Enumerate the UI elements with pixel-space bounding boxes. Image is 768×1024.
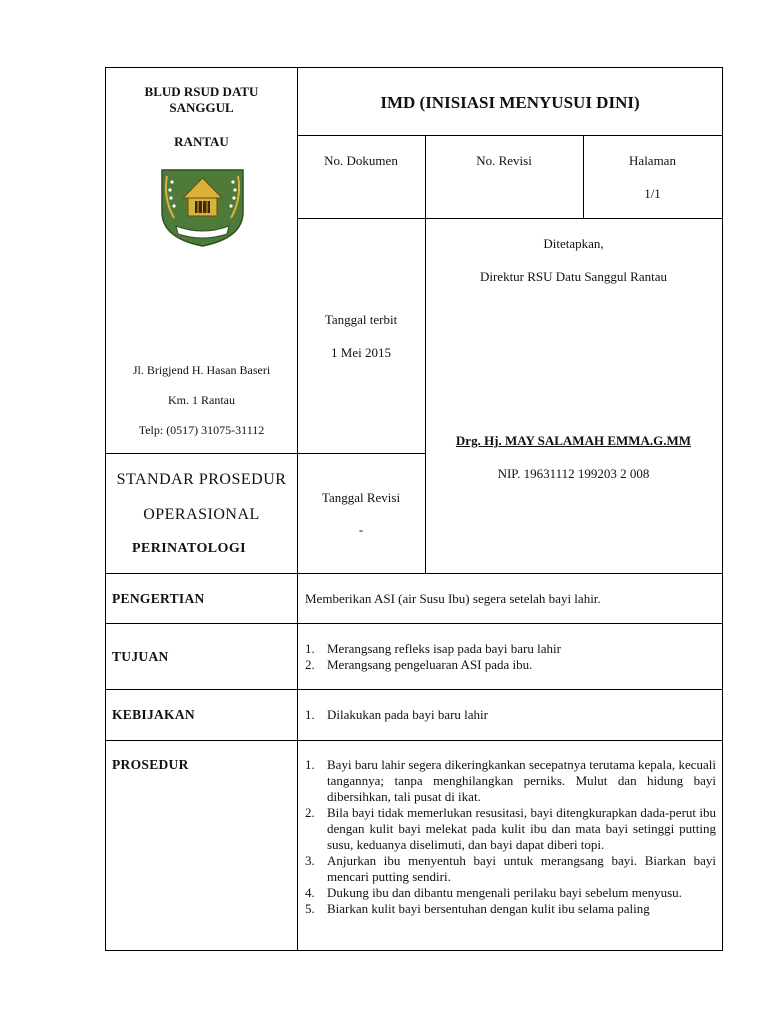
list-item-text: Merangsang refleks isap pada bayi baru lahir (327, 641, 561, 656)
tanggal-revisi-value: - (358, 522, 364, 537)
no-revisi-label: No. Revisi (476, 153, 532, 168)
spo-unit: PERINATOLOGI (132, 541, 246, 556)
org-name-line1: BLUD RSUD DATU (144, 84, 259, 99)
tujuan-label: TUJUAN (112, 649, 169, 664)
list-item (305, 641, 715, 657)
halaman-value: 1/1 (644, 186, 661, 201)
document-title: IMD (INISIASI MENYUSUI DINI) (380, 93, 640, 112)
list-item (305, 757, 716, 805)
list-item-number: 1. (305, 641, 315, 656)
signatory-name: Drg. Hj. MAY SALAMAH EMMA.G.MM (455, 433, 692, 448)
list-item-text: Merangsang pengeluaran ASI pada ibu. (327, 657, 533, 672)
hospital-logo (160, 168, 245, 248)
ditetapkan-text: Ditetapkan, (543, 236, 604, 251)
pengertian-text: Memberikan ASI (air Susu Ibu) segera setelah bayi lahir. (305, 591, 601, 606)
list-item-text: Anjurkan ibu menyentuh bayi untuk merangsang bayi. Biarkan bayi mencari putting sendiri. (327, 853, 716, 884)
list-item-number: 1. (305, 707, 315, 722)
list-item-number: 2. (305, 657, 315, 672)
list-item-number: 4. (305, 885, 315, 900)
prosedur-list (305, 757, 716, 949)
list-item-number: 1. (305, 757, 315, 772)
kebijakan-list (305, 707, 715, 723)
signatory-nip: NIP. 19631112 199203 2 008 (497, 466, 650, 481)
list-item-text: Dilakukan pada bayi baru lahir (327, 707, 488, 722)
tujuan-list (305, 641, 715, 673)
list-item-text: Bila bayi tidak memerlukan resusitasi, bayi ditengkurapkan dada-perut ibu dengan kulit bayi melekat pada kulit ibu dan mata bayi setinggi putting susu, keduanya diselimuti, dan bayi dapat diberi topi. (327, 805, 716, 852)
address-phone: Telp: (0517) 31075-31112 (138, 423, 265, 437)
direktur-text: Direktur RSU Datu Sanggul Rantau (479, 269, 668, 284)
tanggal-revisi-label: Tanggal Revisi (321, 490, 401, 505)
list-item (305, 853, 716, 885)
pengertian-label: PENGERTIAN (112, 591, 205, 606)
kebijakan-label: KEBIJAKAN (112, 707, 195, 722)
list-item (305, 901, 716, 917)
list-item-text: Biarkan kulit bayi bersentuhan dengan kulit ibu selama paling (327, 901, 650, 916)
list-item-number: 3. (305, 853, 315, 868)
address-line2: Km. 1 Rantau (168, 393, 235, 407)
tanggal-terbit-value: 1 Mei 2015 (331, 345, 391, 360)
halaman-label: Halaman (629, 153, 676, 168)
list-item (305, 707, 715, 723)
spo-title-line2: OPERASIONAL (143, 506, 260, 523)
list-item-number: 5. (305, 901, 315, 916)
list-item-number: 2. (305, 805, 315, 820)
list-item (305, 885, 716, 901)
list-item (305, 805, 716, 853)
list-item-text: Dukung ibu dan dibantu mengenali perilaku bayi sebelum menyusu. (327, 885, 682, 900)
spo-title-line1: STANDAR PROSEDUR (116, 471, 287, 488)
list-item-text: Bayi baru lahir segera dikeringkankan secepatnya terutama kepala, kecuali tangannya; tanpa menghilangkan perniks. Mulut dan hidung bayi dibersihkan, tali pusat di ikat. (327, 757, 716, 804)
address-line1: Jl. Brigjend H. Hasan Baseri (132, 363, 271, 377)
tanggal-terbit-label: Tanggal terbit (324, 312, 398, 327)
org-name-line2: SANGGUL (169, 100, 234, 115)
list-item (305, 657, 715, 673)
prosedur-label: PROSEDUR (112, 757, 189, 772)
no-dokumen-label: No. Dokumen (324, 153, 398, 168)
org-name-line3: RANTAU (174, 134, 229, 149)
